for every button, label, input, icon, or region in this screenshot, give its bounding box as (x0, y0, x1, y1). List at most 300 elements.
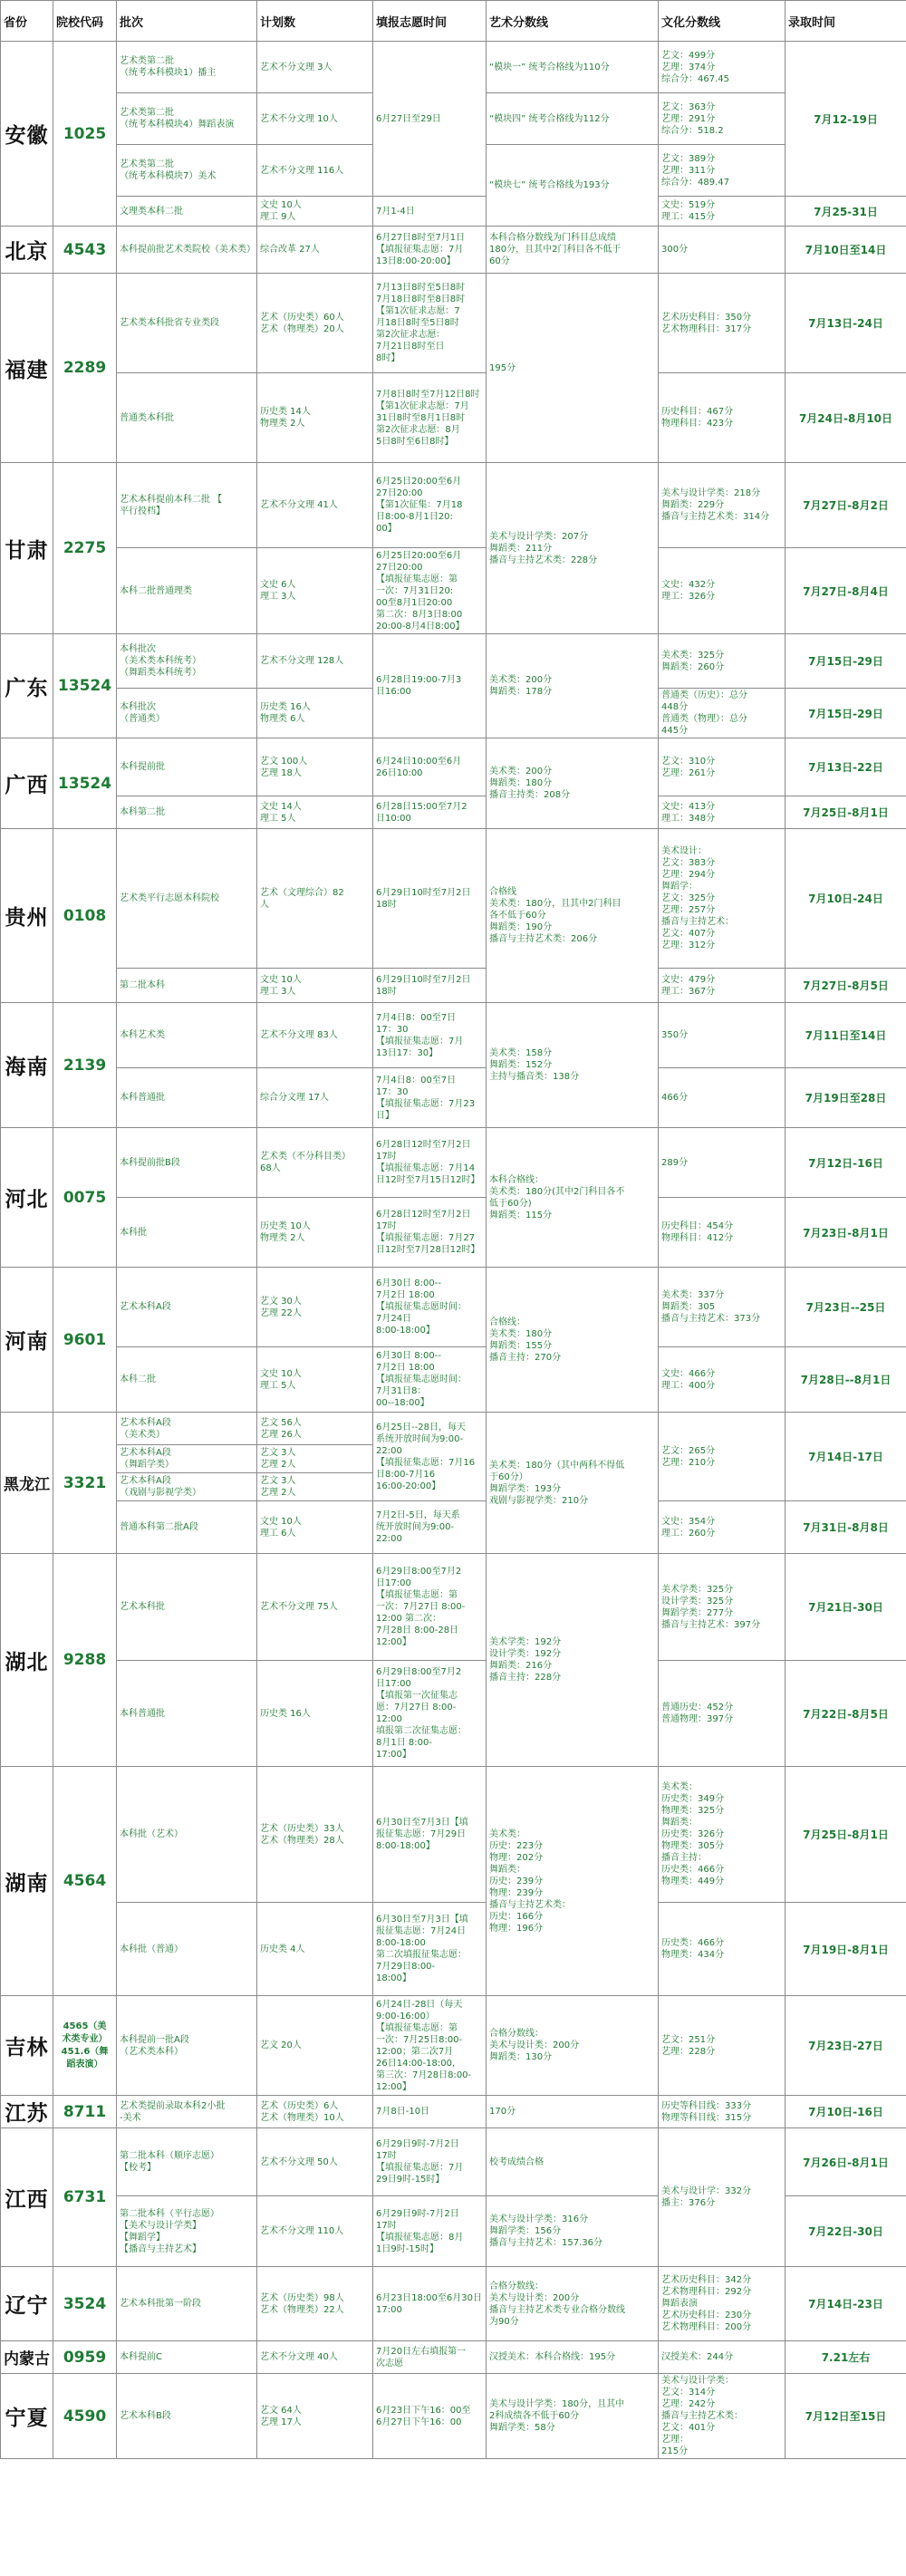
cell-line: 历史类 16人 (260, 702, 311, 712)
cell-line: 【美术与设计学类】 (120, 2220, 201, 2231)
cell-line: 历史类 16人 (260, 1708, 311, 1719)
plan-cell (257, 738, 373, 796)
cell-line: 艺理：210分 (661, 1457, 716, 1468)
application-time-cell (373, 548, 487, 634)
admission-time-cell (786, 1068, 906, 1128)
cell-line: 6月28日12时至7月2日 (376, 1140, 471, 1150)
batch-cell (117, 2267, 257, 2341)
cell-line: “模块七” 统考合格线为193分 (489, 180, 610, 190)
cell-line: （艺术类本科） (120, 2046, 183, 2057)
plan-cell (257, 969, 373, 1003)
cell-line: 17时 (376, 2220, 397, 2231)
cell-line: 6月29日8:00至7月2 (376, 1667, 462, 1677)
admission-time-cell (786, 2374, 906, 2459)
table-row (1, 738, 906, 796)
province-cell: 黑龙江 (1, 1413, 53, 1554)
header-school-code: 院校代码 (53, 1, 117, 42)
cell-line: 本科普通批 (120, 1708, 165, 1719)
cell-line: （美术类） (120, 1429, 165, 1440)
cell-line: 一次：7月25日8:00- (376, 2034, 463, 2045)
cell-line: 理工 9人 (260, 212, 296, 222)
cell-line: 报征集志愿：7月29日 (376, 1829, 467, 1839)
cell-line: 7月24日-8月10日 (798, 411, 893, 425)
school-code-cell: 0108 (53, 829, 117, 1003)
culture-cutoff-cell (659, 1413, 786, 1501)
table-row (1, 829, 906, 969)
batch-cell (117, 1268, 257, 1347)
cell-line: 60分 (489, 256, 510, 266)
culture-cutoff-cell (659, 2267, 786, 2341)
cell-line: 6月29日9时-7月2日 (376, 2139, 459, 2149)
cell-line: 本科批 (120, 1227, 147, 1238)
cell-line: 艺术类第二批 (120, 108, 174, 118)
culture-cutoff-cell (659, 1554, 786, 1661)
cell-line: 4565（美 (63, 2021, 107, 2031)
cell-line: 7月13日-24日 (808, 317, 883, 330)
school-code-cell: 1025 (53, 42, 117, 227)
cell-line: 理工：367分 (661, 986, 716, 997)
application-time-cell (373, 274, 487, 373)
cell-line: 艺理：228分 (661, 2046, 716, 2057)
cell-line: 6月29日10时至7月2日 (376, 887, 471, 898)
cell-line: 于60分） (489, 1471, 528, 1482)
admission-time-cell (786, 969, 906, 1003)
cell-line: 本科提前一批A段 (120, 2034, 189, 2045)
cell-line: 艺文 30人 (260, 1296, 302, 1307)
cell-line: 艺文 56人 (260, 1417, 302, 1428)
application-time-cell (373, 969, 487, 1003)
cell-line: 艺术类第二批 (120, 56, 174, 66)
province-cell: 内蒙古 (1, 2341, 53, 2374)
art-cutoff-cell (487, 1268, 659, 1413)
cell-line: 舞蹈类：130分 (489, 2052, 553, 2062)
cell-line: 舞蹈表演 (661, 2299, 698, 2309)
culture-cutoff-cell (659, 463, 786, 548)
cell-line: 艺文：325分 (661, 893, 716, 903)
cell-line: 为90分 (489, 2316, 519, 2327)
plan-cell (257, 689, 373, 738)
cell-line: 舞蹈类：178分 (489, 687, 553, 697)
school-code-cell: 3524 (53, 2267, 117, 2341)
cell-line: 【填报征集志愿：7月27 (376, 1233, 476, 1243)
table-row (1, 2096, 906, 2128)
cell-line: 艺术不分文理 10人 (260, 113, 338, 124)
cell-line: 8:00-18:00】 (376, 1326, 435, 1336)
cell-line: 艺理：261分 (661, 767, 716, 778)
cell-line: 文史 10人 (260, 1516, 302, 1527)
cell-line: 第二批本科（平行志愿） (120, 2208, 219, 2219)
table-row (1, 274, 906, 373)
culture-cutoff-cell (659, 1501, 786, 1554)
cell-line: 文史 10人 (260, 200, 302, 210)
cell-line: 7月8日-10日 (376, 2107, 430, 2117)
cell-line: 历史类：466分 (661, 1938, 725, 1948)
cell-line: 本科第二批 (120, 807, 165, 817)
art-cutoff-cell (487, 1767, 659, 1996)
culture-cutoff-cell (659, 1661, 786, 1767)
table-row (1, 463, 906, 548)
table-row (1, 1996, 906, 2096)
cell-line: 第2次征求志愿：8月 (376, 424, 460, 435)
art-cutoff-cell (487, 634, 659, 738)
province-cell: 甘肃 (1, 463, 53, 634)
cell-line: 文理类本科二批 (120, 206, 183, 217)
cell-line: 文史 10人 (260, 974, 302, 985)
admission-time-cell (786, 2128, 906, 2196)
cell-line: 美术学类：192分 (489, 1637, 562, 1647)
art-cutoff-cell (487, 1996, 659, 2096)
cell-line: 艺术类提前录取本科2小批 (120, 2100, 226, 2111)
cell-line: 本科二批普通理类 (120, 585, 192, 596)
cell-line: 【填报征集志愿：7月16 (376, 1457, 476, 1468)
application-time-cell (373, 2341, 487, 2374)
cell-line: （统考本科模块7）美术 (120, 171, 217, 181)
province-cell: 广西 (1, 738, 53, 829)
cell-line: 艺术不分文理 41人 (260, 500, 338, 510)
cell-line: 12:00；第二次7月 (376, 2046, 454, 2057)
cell-line: 7月25日-8月1日 (803, 1828, 889, 1841)
cell-line: 舞蹈类：216分 (489, 1661, 553, 1671)
batch-cell (117, 1501, 257, 1554)
cell-line: 215分 (661, 2446, 689, 2456)
batch-cell (117, 42, 257, 93)
cell-line: （统考本科模块1）播主 (120, 68, 217, 78)
cell-line: 本科批次 (120, 644, 156, 654)
cell-line: “模块四” 统考合格线为112分 (489, 113, 610, 124)
cell-line: 1日9时-15时】 (376, 2243, 439, 2254)
school-code-cell: 13524 (53, 738, 117, 829)
cell-line: 理工：415分 (661, 212, 716, 222)
cell-line: 艺理： (661, 2435, 689, 2445)
cell-line: 艺文 3人 (260, 1448, 296, 1458)
cell-line: 艺术不分文理 3人 (260, 62, 333, 72)
table-row (1, 1347, 906, 1413)
cell-line: 物理：239分 (489, 1887, 544, 1898)
admission-time-cell (786, 1003, 906, 1068)
culture-cutoff-cell (659, 2128, 786, 2267)
admission-time-cell (786, 634, 906, 689)
cell-line: 艺术历史科目：350分 (661, 312, 752, 323)
cell-line: 物理类：434分 (661, 1950, 725, 1960)
cell-line: 美术与设计学类：218分 (661, 488, 761, 498)
cell-line: （戏剧与影视学类） (120, 1488, 201, 1498)
table-row (1, 1198, 906, 1268)
cell-line: 艺理 18人 (260, 767, 302, 778)
application-time-cell (373, 42, 487, 197)
application-time-cell (373, 1661, 487, 1767)
cell-line: 艺术本科A段 (120, 1476, 171, 1486)
application-time-cell (373, 1003, 487, 1068)
cell-line: 6月30日至7月3日【填 (376, 1818, 468, 1828)
cell-line: 戏剧与影视学类：210分 (489, 1495, 589, 1506)
cell-line: 美术设计： (661, 846, 707, 856)
cell-line: 7月27日-8月5日 (803, 979, 889, 992)
table-row (1, 1903, 906, 1996)
province-cell: 广东 (1, 634, 53, 738)
cell-line: 美术类：200分 (489, 675, 553, 685)
cell-line: 艺文：310分 (661, 756, 716, 767)
cell-line: 7月13日8时至5日8时 (376, 283, 466, 293)
cell-line: 日17:00 (376, 1679, 411, 1689)
plan-cell (257, 2374, 373, 2459)
cell-line: 【第1次征求志愿：7 (376, 306, 460, 316)
cell-line: 日17:00 (376, 1578, 411, 1588)
cell-line: 理工：260分 (661, 1528, 716, 1539)
cell-line: 艺文：401分 (661, 2423, 716, 2433)
cell-line: 综合分：518.2 (661, 125, 724, 136)
cell-line: 13日8:00-20:00】 (376, 256, 456, 266)
cell-line: 7月18日8时至8日8时 (376, 294, 466, 304)
application-time-cell (373, 1996, 487, 2096)
cell-line: 理工 3人 (260, 592, 296, 602)
admission-time-cell (786, 829, 906, 969)
cell-line: 艺术不分文理 83人 (260, 1030, 338, 1040)
batch-cell (117, 2128, 257, 2196)
school-code-cell: 13524 (53, 634, 117, 738)
cell-line: 350分 (661, 1030, 689, 1040)
cell-line: 【填报征集志愿：7月14 (376, 1163, 476, 1173)
header-province: 省份 (1, 1, 53, 42)
cell-line: 6月30日 8:00-- (376, 1278, 441, 1288)
culture-cutoff-cell (659, 548, 786, 634)
cell-line: 日12时至7月28日12时】 (376, 1245, 480, 1255)
cell-line: 舞蹈类：152分 (489, 1060, 553, 1070)
cell-line: 舞蹈学类：58分 (489, 2423, 555, 2433)
school-code-cell: 4543 (53, 227, 117, 274)
plan-cell (257, 274, 373, 373)
cell-line: “模块一” 统考合格线为110分 (489, 62, 610, 72)
art-cutoff-cell (487, 227, 659, 274)
cell-line: 艺术本科提前本科二批 【 (120, 494, 223, 505)
admission-time-cell (786, 373, 906, 463)
application-time-cell (373, 2374, 487, 2459)
batch-cell (117, 689, 257, 738)
cell-line: 7月22日-30日 (808, 2225, 883, 2238)
batch-cell (117, 1347, 257, 1413)
culture-cutoff-cell (659, 689, 786, 738)
plan-cell (257, 2196, 373, 2267)
cell-line: 本科提前批B段 (120, 1157, 180, 1168)
cell-line: 本科普通批 (120, 1093, 165, 1103)
cell-line: 445分 (661, 726, 689, 736)
cell-line: 播音与主持艺术类：314分 (661, 512, 770, 522)
cell-line: 艺术（物理类）28人 (260, 1835, 344, 1846)
cell-line: 美术与设计学类：180分，且其中 (489, 2399, 625, 2409)
cell-line: 艺术（历史类）98人 (260, 2292, 344, 2303)
cell-line: （舞蹈学类） (120, 1460, 174, 1470)
cell-line: 第二批本科（顺序志愿） (120, 2151, 219, 2161)
cell-line: 美术与设计学类： (661, 2376, 734, 2386)
application-time-cell (373, 1554, 487, 1661)
cell-line: 17时 (376, 2151, 397, 2161)
cell-line: 7月10日至14日 (805, 244, 887, 256)
cell-line: 艺文：389分 (661, 153, 716, 164)
batch-cell (117, 2341, 257, 2374)
plan-cell (257, 1198, 373, 1268)
batch-cell (117, 969, 257, 1003)
culture-cutoff-cell (659, 274, 786, 373)
cell-line: 美术类：180分 (489, 1328, 553, 1339)
cell-line: 艺理：257分 (661, 905, 716, 915)
admission-time-cell (786, 1996, 906, 2096)
table-row (1, 1413, 906, 1445)
cell-line: 18时 (376, 899, 397, 910)
cell-line: 历史类：349分 (661, 1794, 725, 1804)
cell-line: 播音与主持艺术类：206分 (489, 934, 598, 944)
cell-line: 17时 (376, 1221, 397, 1231)
cell-line: 综合分文理 17人 (260, 1093, 329, 1103)
cell-line: 美术类： (489, 1828, 525, 1839)
cell-line: 艺术物理科目：317分 (661, 323, 752, 334)
cell-line: 舞蹈类： (661, 1818, 698, 1828)
plan-cell (257, 42, 373, 93)
cell-line: 7月28日--8月1日 (800, 1374, 892, 1386)
cell-line: 7月23日-8月1日 (803, 1226, 889, 1240)
cell-line: 7月23日-27日 (808, 2040, 883, 2052)
cell-line: 艺术本科批 (120, 1602, 165, 1612)
application-time-cell (373, 829, 487, 969)
cell-line: 289分 (661, 1157, 689, 1168)
cell-line: 物理类：449分 (661, 1877, 725, 1886)
cell-line: 26日10:00 (376, 767, 423, 778)
cell-line: 历史：223分 (489, 1840, 544, 1851)
cell-line: 第二次：8月3日8:00 (376, 609, 463, 620)
cell-line: 17:00 (376, 2304, 402, 2315)
cell-line: 艺文：363分 (661, 101, 716, 112)
school-code-cell: 9288 (53, 1554, 117, 1767)
cell-line: 6月23日下午16：00至 (376, 2405, 471, 2416)
application-time-cell (373, 2128, 487, 2196)
cell-line: 理工：348分 (661, 813, 716, 824)
cell-line: 6月24日10:00至6月 (376, 756, 462, 767)
batch-cell (117, 2374, 257, 2459)
cell-line: 理工：326分 (661, 592, 716, 602)
cell-line: 13日17：30】 (376, 1047, 439, 1058)
cell-line: 物理：196分 (489, 1923, 544, 1934)
application-time-cell (373, 1347, 487, 1413)
culture-cutoff-cell (659, 796, 786, 829)
cell-line: 艺术本科A段 (120, 1302, 171, 1312)
cell-line: 综合分：489.47 (661, 177, 729, 188)
cell-line: 美术与设计学：332分 (661, 2186, 752, 2196)
application-time-cell (373, 796, 487, 829)
cell-line: 物理类：305分 (661, 1841, 725, 1851)
cell-line: 17时 (376, 1152, 397, 1162)
cell-line: 00--18:00】 (376, 1398, 429, 1408)
batch-cell (117, 373, 257, 463)
cell-line: 美术类： (661, 1782, 698, 1792)
cell-line: （普通类） (120, 714, 165, 724)
cell-line: 7月4日8：00至7日 (376, 1012, 457, 1023)
table-row (1, 548, 906, 634)
table-row (1, 796, 906, 829)
cell-line: 本科艺术类 (120, 1030, 165, 1040)
cell-line: 6月25日--28日，每天 (376, 1422, 467, 1433)
cell-line: 6月28日15:00至7月2 (376, 801, 467, 812)
admission-time-cell (786, 1767, 906, 1903)
cell-line: 理工 3人 (260, 986, 296, 997)
cell-line: 艺文 20人 (260, 2041, 302, 2050)
cell-line: 日8:00-7月16 (376, 1469, 436, 1480)
cell-line: 第三次：7月28日8:00- (376, 2069, 472, 2080)
cell-line: 第二批本科 (120, 980, 165, 990)
table-row (1, 1661, 906, 1767)
cell-line: 人 (260, 899, 269, 910)
cell-line: 蹈表演） (66, 2059, 103, 2069)
art-cutoff-cell (487, 93, 659, 145)
application-time-cell (373, 2196, 487, 2267)
cell-line: 6月30日至7月3日【填 (376, 1915, 468, 1925)
cell-line: 艺术历史科目：230分 (661, 2311, 752, 2320)
application-time-cell (373, 738, 487, 796)
cell-line: 艺术类平行志愿本科院校 (120, 893, 219, 903)
cell-line: 物理等科目线：315分 (661, 2112, 752, 2123)
cell-line: 艺理 17人 (260, 2417, 302, 2427)
culture-cutoff-cell (659, 634, 786, 689)
cell-line: 艺术类本科批省专业类段 (120, 318, 219, 328)
cell-line: 6月25日20:00至6月 (376, 550, 462, 561)
cell-line: 第二次填报征集志愿： (376, 1950, 467, 1960)
admission-time-cell (786, 1661, 906, 1767)
cell-line: 艺术物理科目：292分 (661, 2287, 752, 2297)
cell-line: 艺术（物理类）20人 (260, 323, 344, 334)
table-row (1, 2128, 906, 2196)
culture-cutoff-cell (659, 1068, 786, 1128)
admission-time-cell (786, 1268, 906, 1347)
cell-line: 文史：432分 (661, 580, 716, 590)
cell-line: 7月25-31日 (814, 205, 878, 218)
cell-line: 普通类（物理）：总分 (661, 714, 747, 724)
table-row (1, 1501, 906, 1554)
batch-cell (117, 1003, 257, 1068)
cell-line: 12:00】 (376, 2081, 411, 2092)
cell-line: 汉授美术：本科合格线：195分 (489, 2352, 616, 2362)
batch-cell (117, 93, 257, 145)
art-cutoff-cell (487, 2267, 659, 2341)
cell-line: 【填报征集志愿：第 (376, 1590, 458, 1600)
cell-line: 艺文：383分 (661, 858, 716, 868)
cell-line: 18:00】 (376, 1973, 411, 1983)
batch-cell (117, 1445, 257, 1473)
table-row (1, 1767, 906, 1903)
admission-time-cell (786, 463, 906, 548)
batch-cell (117, 1903, 257, 1996)
batch-cell (117, 2196, 257, 2267)
cell-line: 艺术不分文理 128人 (260, 656, 344, 666)
cell-line: 第2次征求志愿： (376, 330, 446, 340)
cell-line: 播音主持： (661, 1853, 707, 1863)
cell-line: 文史：519分 (661, 200, 716, 210)
admission-time-cell (786, 738, 906, 796)
cell-line: 艺文：314分 (661, 2388, 716, 2398)
cell-line: 27日20:00 (376, 488, 423, 498)
cell-line: 艺理 2人 (260, 1460, 296, 1470)
cell-line: 一次：7月31日20: (376, 585, 454, 596)
cell-line: 451.6（舞 (61, 2046, 109, 2057)
cell-line: 次志愿 (376, 2358, 403, 2369)
cell-line: 美术与设计类：200分 (489, 2041, 580, 2050)
school-code-cell: 6731 (53, 2128, 117, 2267)
cell-line: 文史：466分 (661, 1368, 716, 1379)
cell-line: 【填报第一次征集志 (376, 1691, 458, 1701)
admission-time-cell (786, 1198, 906, 1268)
plan-cell (257, 2267, 373, 2341)
cell-line: 艺术（物理类）10人 (260, 2112, 344, 2123)
cell-line: 物理类 2人 (260, 419, 305, 429)
plan-cell (257, 463, 373, 548)
culture-cutoff-cell (659, 1003, 786, 1068)
plan-cell (257, 227, 373, 274)
